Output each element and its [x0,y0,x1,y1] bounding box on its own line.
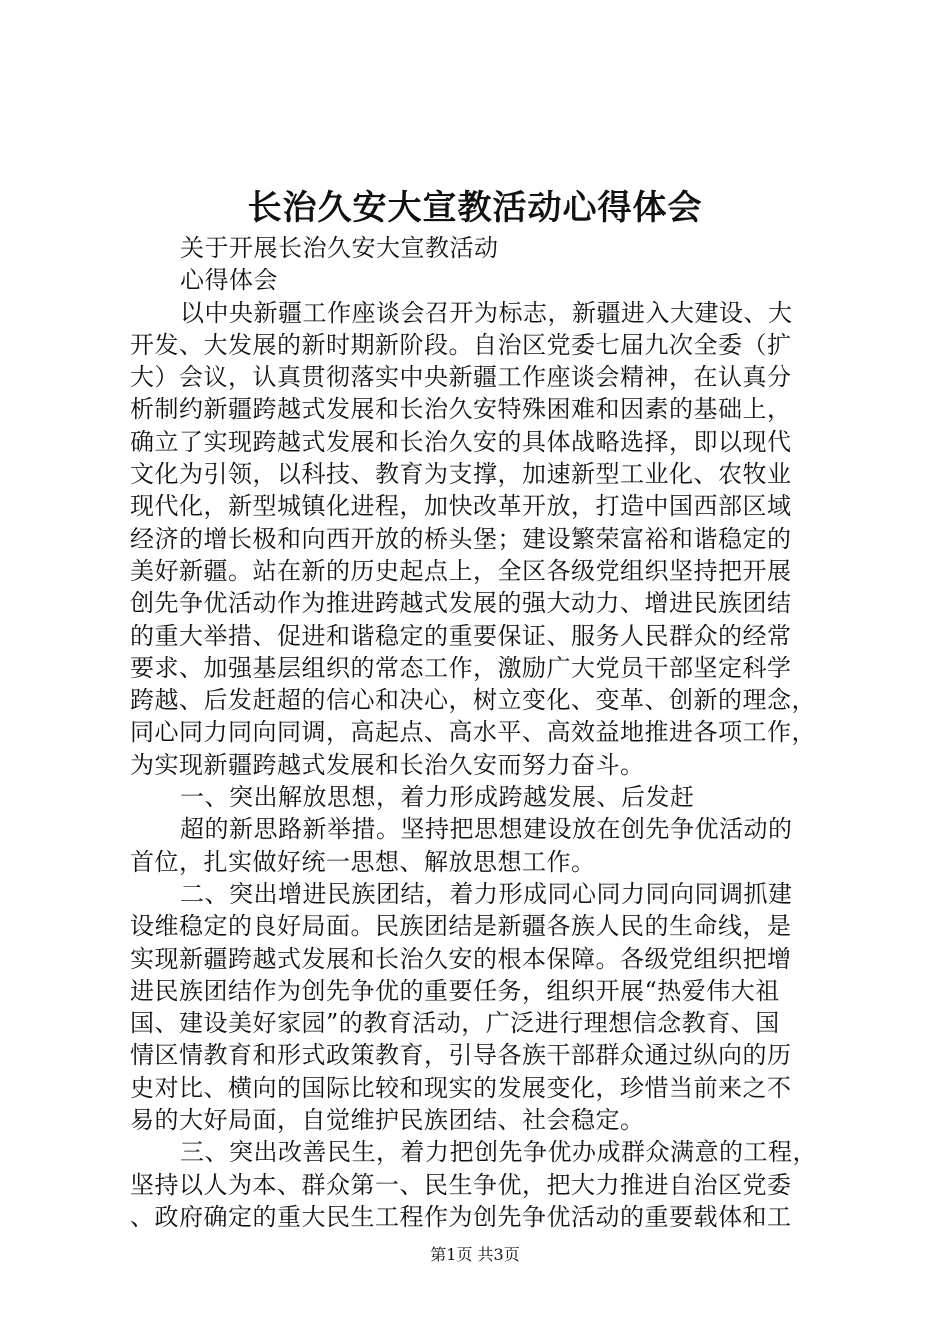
paragraph-line: 设维稳定的良好局面。民族团结是新疆各族人民的生命线，是 [130,912,792,941]
section-heading-line: 一、突出解放思想，着力形成跨越发展、后发赶 [180,783,695,812]
paragraph-line: 文化为引领，以科技、教育为支撑，加速新型工业化、农牧业 [130,460,792,489]
paragraph-line: 创先争优活动作为推进跨越式发展的强大动力、增进民族团结 [130,589,792,618]
paragraph-line: 为实现新疆跨越式发展和长治久安而努力奋斗。 [130,750,645,779]
paragraph-line: 易的大好局面，自觉维护民族团结、社会稳定。 [130,1106,645,1135]
paragraph-line: 史对比、横向的国际比较和现实的发展变化，珍惜当前来之不 [130,1073,792,1102]
document-title: 长治久安大宣教活动心得体会 [247,188,703,228]
paragraph-line: 首位，扎实做好统一思想、解放思想工作。 [130,847,596,876]
paragraph-line: 要求、加强基层组织的常态工作，激励广大党员干部坚定科学 [130,653,792,682]
page-number-footer: 第1页 共3页 [430,1245,520,1264]
section-heading-line: 三、突出改善民生，着力把创先争优办成群众满意的工程， [180,1138,817,1167]
paragraph-line: 进民族团结作为创先争优的重要任务，组织开展“热爱伟大祖 [130,976,780,1005]
paragraph-line: 现代化，新型城镇化进程，加快改革开放，打造中国西部区域 [130,492,792,521]
paragraph-line: 国、建设美好家园”的教育活动，广泛进行理想信念教育、国 [130,1009,780,1038]
section-heading-line: 二、突出增进民族团结，着力形成同心同力同向同调抓建 [180,879,793,908]
paragraph-line: 经济的增长极和向西开放的桥头堡；建设繁荣富裕和谐稳定的 [130,524,792,553]
paragraph-line: 开发、大发展的新时期新阶段。自治区党委七届九次全委（扩 [130,330,792,359]
subtitle-line: 关于开展长治久安大宣教活动 [180,234,499,262]
paragraph-line: 美好新疆。站在新的历史起点上，全区各级党组织坚持把开展 [130,556,792,585]
paragraph-line: 同心同力同向同调，高起点、高水平、高效益地推进各项工作， [130,718,816,747]
document-body [130,232,830,1233]
paragraph-line: 确立了实现跨越式发展和长治久安的具体战略选择，即以现代 [130,427,792,456]
paragraph-line: 超的新思路新举措。坚持把思想建设放在创先争优活动的 [180,815,793,844]
paragraph-line: 以中央新疆工作座谈会召开为标志，新疆进入大建设、大 [180,298,793,327]
paragraph-line: 实现新疆跨越式发展和长治久安的根本保障。各级党组织把增 [130,944,792,973]
paragraph-line: 情区情教育和形式政策教育，引导各族干部群众通过纵向的历 [130,1041,792,1070]
paragraph-line: 的重大举措、促进和谐稳定的重要保证、服务人民群众的经常 [130,621,792,650]
paragraph-line: 坚持以人为本、群众第一、民生争优，把大力推进自治区党委 [130,1170,792,1199]
paragraph-line: 跨越、后发赶超的信心和决心，树立变化、变革、创新的理念， [130,686,816,715]
subtitle-line: 心得体会 [180,266,278,295]
paragraph-line: 析制约新疆跨越式发展和长治久安特殊困难和因素的基础上， [130,395,792,424]
paragraph-line: 大）会议，认真贯彻落实中央新疆工作座谈会精神，在认真分 [130,363,792,392]
paragraph-line: 、政府确定的重大民生工程作为创先争优活动的重要载体和工 [130,1202,792,1231]
